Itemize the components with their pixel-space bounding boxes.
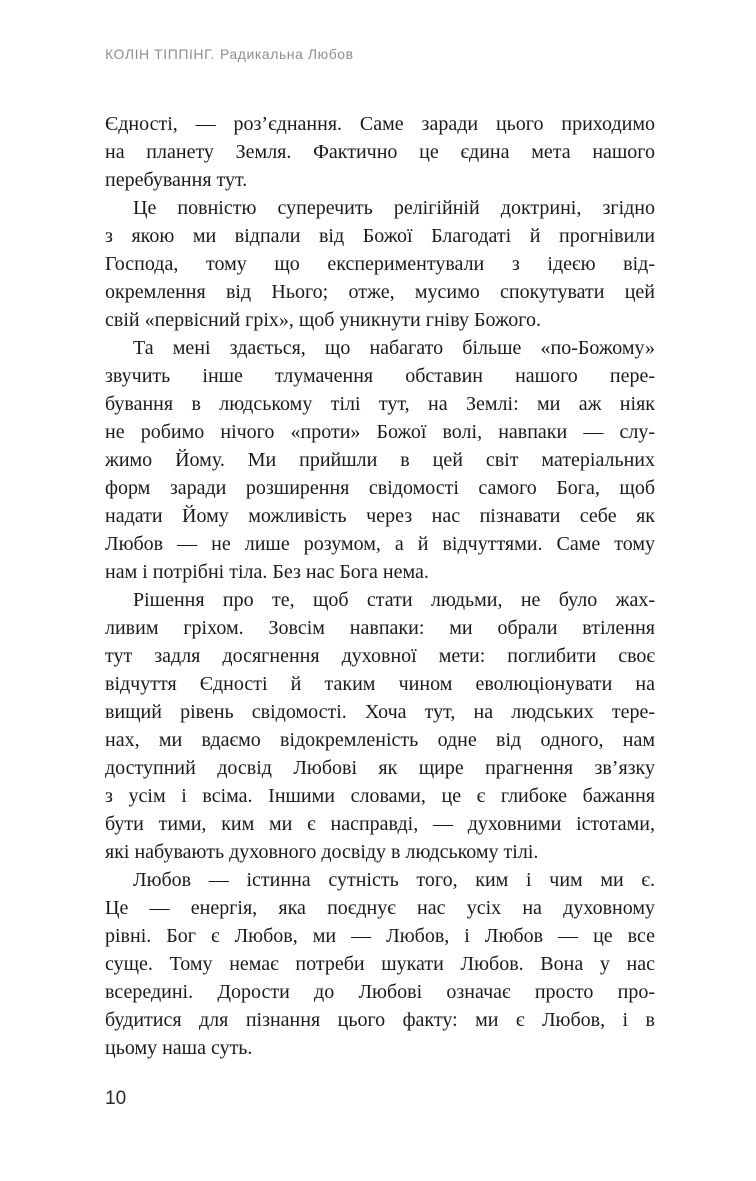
text-line: доступний досвід Любові як щире прагнення зв’язку (105, 757, 655, 779)
text-line: рівні. Бог є Любов, ми — Любов, і Любов — це все (105, 925, 655, 947)
text-line: нам і потрібні тіла. Без нас Бога нема. (105, 561, 429, 583)
text-line: Рішення про те, щоб стати людьми, не було жах- (133, 589, 655, 611)
text-line: Любов — не лише розумом, а й відчуттями. Саме тому (105, 533, 655, 555)
text-line: нах, ми вдаємо відокремленість одне від одного, нам (105, 729, 655, 751)
text-line: Це — енергія, яка поєднує нас усіх на духовному (105, 897, 655, 919)
text-line: форм заради розширення свідомості самого Бога, щоб (105, 477, 655, 499)
text-line: свій «первісний гріх», щоб уникнути гніву Божого. (105, 309, 541, 331)
text-line: Любов — істинна сутність того, ким і чим ми є. (133, 869, 655, 891)
running-header-author: КОЛІН ТІППІНГ. (105, 46, 215, 62)
text-line: звучить інше тлумачення обставин нашого пере- (105, 365, 655, 387)
text-line: всередині. Дорости до Любові означає просто про- (105, 981, 655, 1003)
text-line: окремлення від Нього; отже, мусимо спокутувати цей (105, 281, 655, 303)
text-line: з якою ми відпали від Божої Благодаті й прогнівили (105, 225, 655, 247)
text-line: не робимо нічого «проти» Божої волі, навпаки — слу- (105, 421, 655, 443)
text-line: з усім і всіма. Іншими словами, це є глибоке бажання (105, 785, 655, 807)
running-header-title: Радикальна Любов (219, 46, 354, 62)
page-footer (105, 1088, 126, 1110)
running-header (105, 46, 655, 62)
paragraph (105, 110, 655, 194)
text-line: надати Йому можливість через нас пізнавати себе як (105, 505, 655, 527)
text-line: на планету Земля. Фактично це єдина мета нашого (105, 141, 655, 163)
text-line: жимо Йому. Ми прийшли в цей світ матеріальних (105, 449, 655, 471)
text-line: які набувають духовного досвіду в людському тілі. (105, 841, 539, 863)
text-line: Це повністю суперечить релігійній доктрині, згідно (133, 197, 655, 219)
text-line: перебування тут. (105, 169, 248, 191)
text-line: цьому наша суть. (105, 1037, 253, 1059)
text-line: суще. Тому немає потреби шукати Любов. Вона у нас (105, 953, 655, 975)
paragraph (105, 334, 655, 586)
page-number: 10 (105, 1088, 127, 1109)
paragraph (105, 866, 655, 1062)
text-line: відчуття Єдності й таким чином еволюціонувати на (105, 673, 655, 695)
text-line: вищий рівень свідомості. Хоча тут, на людських тере- (105, 701, 655, 723)
text-line: Та мені здається, що набагато більше «по-Божому» (133, 337, 655, 359)
text-line: тут задля досягнення духовної мети: поглибити своє (105, 645, 655, 667)
paragraph (105, 586, 655, 866)
text-line: бування в людському тілі тут, на Землі: ми аж ніяк (105, 393, 655, 415)
text-line: Господа, тому що експериментували з ідеєю від- (105, 253, 655, 275)
paragraph (105, 194, 655, 334)
text-line: Єдності, — роз’єднання. Саме заради цього приходимо (105, 113, 655, 135)
body-text (105, 110, 655, 1062)
text-line: бути тими, ким ми є насправді, — духовними істотами, (105, 813, 655, 835)
text-line: будитися для пізнання цього факту: ми є Любов, і в (105, 1009, 655, 1031)
text-line: ливим гріхом. Зовсім навпаки: ми обрали втілення (105, 617, 655, 639)
